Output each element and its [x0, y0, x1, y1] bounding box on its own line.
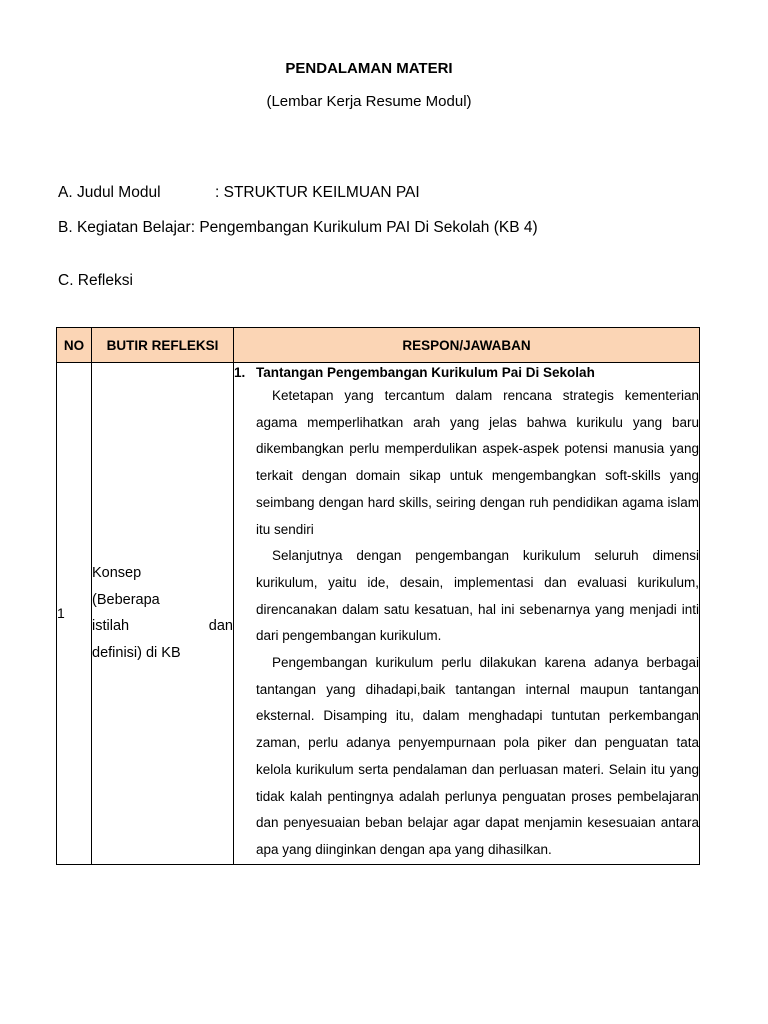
document-subtitle: (Lembar Kerja Resume Modul)	[266, 93, 472, 110]
module-title-value: : STRUKTUR KEILMUAN PAI	[215, 184, 420, 201]
reflection-table	[56, 327, 700, 865]
header-respon-jawaban: RESPON/JAWABAN	[234, 328, 700, 363]
header-butir-refleksi: BUTIR REFLEKSI	[92, 328, 234, 363]
reflection-heading: C. Refleksi	[58, 272, 133, 289]
document-title: PENDALAMAN MATERI	[285, 60, 453, 77]
butir-word: istilah	[92, 618, 130, 635]
module-title-line	[58, 184, 420, 202]
table-header-row	[57, 328, 700, 363]
butir-line: (Beberapa	[92, 591, 160, 608]
learning-activity-label: B. Kegiatan Belajar	[58, 219, 191, 236]
response-heading-number: 1.	[234, 365, 246, 380]
table-row	[57, 363, 700, 865]
butir-word: dan	[208, 618, 233, 635]
learning-activity-line	[58, 219, 538, 237]
module-title-label: A. Judul Modul	[58, 184, 161, 201]
response-heading-text: Tantangan Pengembangan Kurikulum Pai Di Sekolah	[256, 365, 595, 380]
response-paragraph: Ketetapan yang tercantum dalam rencana strategis kementerian agama memperlihatkan arah yang jelas bahwa kurikulu yang baru dikembangkan perlu memperdulikan aspek-aspek potensi manusia yang terkait dengan domain sikap untuk mengembangkan soft-skills yang seimbang dengan hard skills, seiring dengan ruh pendidikan agama islam itu sendiri	[256, 388, 699, 537]
butir-line: Konsep	[92, 565, 142, 582]
row-butir-refleksi	[92, 363, 234, 865]
response-paragraph: Selanjutnya dengan pengembangan kurikulum seluruh dimensi kurikulum, yaitu ide, desain, implementasi dan evaluasi kurikulum, direncanakan dalam satu kesatuan, hal ini sebenarnya yang menjadi inti dari pengembangan kurikulum.	[256, 548, 699, 644]
row-number: 1	[57, 363, 92, 865]
response-paragraph: Pengembangan kurikulum perlu dilakukan karena adanya berbagai tantangan yang dihadapi,baik tantangan internal maupun tantangan eksternal. Disamping itu, dalam menghadapi tuntutan perkembangan zaman, perlu adanya penyempurnaan pola piker dan penguatan tata kelola kurikulum serta pendalaman dan perluasan materi. Selain itu yang tidak kalah pentingnya adalah perlunya penguatan proses pembelajaran dan penyesuaian beban belajar agar dapat menjamin kesesuaian antara apa yang diinginkan dengan apa yang dihasilkan.	[256, 655, 699, 857]
butir-line-justified	[92, 613, 233, 640]
header-no: NO	[57, 328, 92, 363]
response-heading	[234, 363, 699, 383]
learning-activity-value: : Pengembangan Kurikulum PAI Di Sekolah (KB 4)	[190, 219, 538, 236]
row-response	[234, 363, 700, 865]
butir-line: definisi) di KB	[92, 644, 181, 661]
